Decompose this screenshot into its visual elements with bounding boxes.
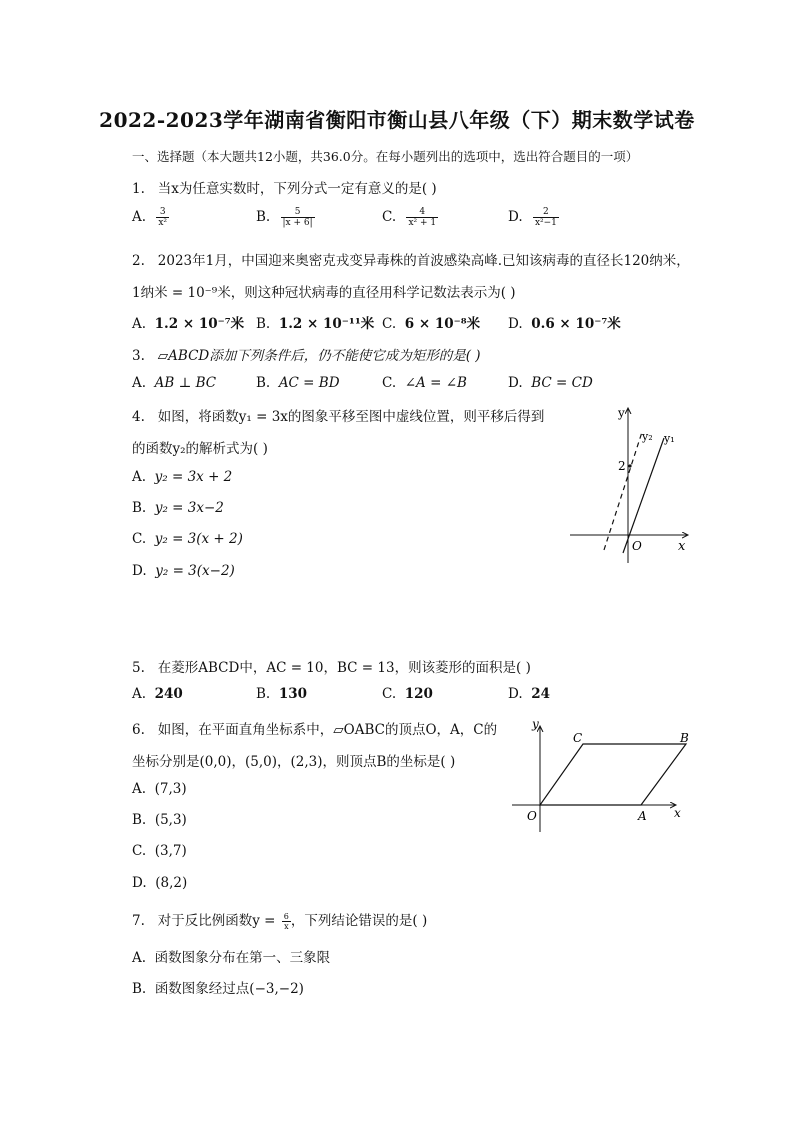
- question-6: [132, 718, 497, 738]
- question-3: [132, 344, 481, 364]
- origin-label: O: [632, 539, 642, 553]
- q7-option-b: B. 函数图象经过点(−3,−2): [132, 981, 304, 997]
- y-axis-label: y: [532, 717, 539, 731]
- q6-option-c: C. (3,7): [132, 843, 187, 859]
- question-2: [132, 249, 690, 269]
- question-number: 3.: [132, 348, 145, 364]
- point-b-label: B: [680, 731, 689, 745]
- q5-option-a: A. 240: [132, 686, 183, 702]
- q4-option-a: A. y₂ = 3x + 2: [132, 469, 233, 485]
- q6-option-a: A. (7,3): [132, 781, 187, 797]
- question-stem: 在菱形ABCD中，AC = 10，BC = 13，则该菱形的面积是( ): [157, 660, 531, 676]
- y-axis-label: y: [618, 406, 625, 420]
- x-axis-label: x: [674, 806, 681, 820]
- q3-option-d: D. BC = CD: [508, 375, 593, 391]
- question-stem-pre: 对于反比例函数y =: [157, 913, 280, 929]
- q2-option-a: A. 1.2 × 10⁻⁷米: [132, 316, 245, 332]
- q4-graph-figure: [560, 400, 700, 570]
- question-number: 7.: [132, 913, 145, 929]
- q5-option-d: D. 24: [508, 686, 551, 702]
- question-2-line2: 1纳米 = 10⁻⁹米，则这种冠状病毒的直径用科学记数法表示为( ): [132, 285, 516, 301]
- question-number: 5.: [132, 660, 145, 676]
- section-heading: 一、选择题（本大题共12小题，共36.0分。在每小题列出的选项中，选出符合题目的一项）: [132, 149, 639, 164]
- question-6-line2: 坐标分别是(0,0)，(5,0)，(2,3)，则顶点B的坐标是( ): [132, 754, 456, 770]
- exam-title: 2022-2023学年湖南省衡阳市衡山县八年级（下）期末数学试卷: [99, 108, 695, 132]
- q1-option-b: B. $\frac{5}{|x + 6|}$: [256, 207, 313, 228]
- intercept-label: 2: [618, 459, 626, 473]
- q2-option-d: D. 0.6 × 10⁻⁷米: [508, 316, 621, 332]
- question-number: 4.: [132, 409, 145, 425]
- question-1: [132, 177, 437, 197]
- question-stem-line1: 如图，在平面直角坐标系中，▱OABC的顶点O，A，C的: [157, 722, 498, 738]
- q5-option-c: C. 120: [382, 686, 433, 702]
- q1-option-c: C. $\frac{4}{\text{x² + 1}}$: [382, 207, 437, 228]
- q2-option-b: B. 1.2 × 10⁻¹¹米: [256, 316, 375, 332]
- question-number: 1.: [132, 181, 145, 197]
- q3-option-b: B. AC = BD: [256, 375, 340, 391]
- question-stem: ▱ABCD添加下列条件后，仍不能使它成为矩形的是( ): [157, 348, 481, 364]
- question-stem-line1: 2023年1月，中国迎来奥密克戎变异毒株的首波感染高峰.已知该病毒的直径长120纳米，: [157, 253, 690, 269]
- q6-option-b: B. (5,3): [132, 812, 187, 828]
- intercept-point: [628, 464, 631, 467]
- line-y1: [623, 438, 664, 553]
- point-c-label: C: [573, 731, 583, 745]
- q3-option-c: C. ∠A = ∠B: [382, 375, 467, 391]
- question-4: [132, 405, 544, 425]
- question-stem-post: ，下列结论错误的是( ): [290, 913, 428, 929]
- q6-option-d: D. (8,2): [132, 875, 188, 891]
- question-stem-line1: 如图，将函数y₁ = 3x的图象平移至图中虚线位置，则平移后得到: [157, 409, 545, 425]
- y1-label: y₁: [664, 432, 675, 445]
- question-number: 6.: [132, 722, 145, 738]
- parallelogram-oabc: [540, 744, 686, 805]
- y2-label: y₂: [642, 430, 653, 443]
- q6-parallelogram-figure: [508, 712, 698, 837]
- q1-option-a: A. $\frac{3}{\text{x²}}$: [132, 207, 168, 228]
- q4-option-c: C. y₂ = 3(x + 2): [132, 531, 243, 547]
- q3-option-a: A. AB ⊥ BC: [132, 375, 217, 391]
- q7-option-a: A. 函数图象分布在第一、三象限: [132, 950, 331, 966]
- question-7: [132, 909, 427, 931]
- point-a-label: A: [638, 809, 647, 823]
- fraction: $\frac{6}{x}$: [283, 912, 289, 931]
- q2-option-c: C. 6 × 10⁻⁸米: [382, 316, 481, 332]
- q4-option-d: D. y₂ = 3(x−2): [132, 563, 235, 579]
- question-4-line2: 的函数y₂的解析式为( ): [132, 441, 268, 457]
- question-number: 2.: [132, 253, 145, 269]
- q4-option-b: B. y₂ = 3x−2: [132, 500, 224, 516]
- point-o-label: O: [527, 809, 537, 823]
- question-5: [132, 656, 531, 676]
- question-stem: 当x为任意实数时，下列分式一定有意义的是( ): [157, 181, 437, 197]
- x-axis-label: x: [678, 539, 686, 554]
- line-y2: [604, 432, 642, 550]
- q5-option-b: B. 130: [256, 686, 307, 702]
- q1-option-d: D. $\frac{2}{\text{x²−1}}$: [508, 207, 557, 228]
